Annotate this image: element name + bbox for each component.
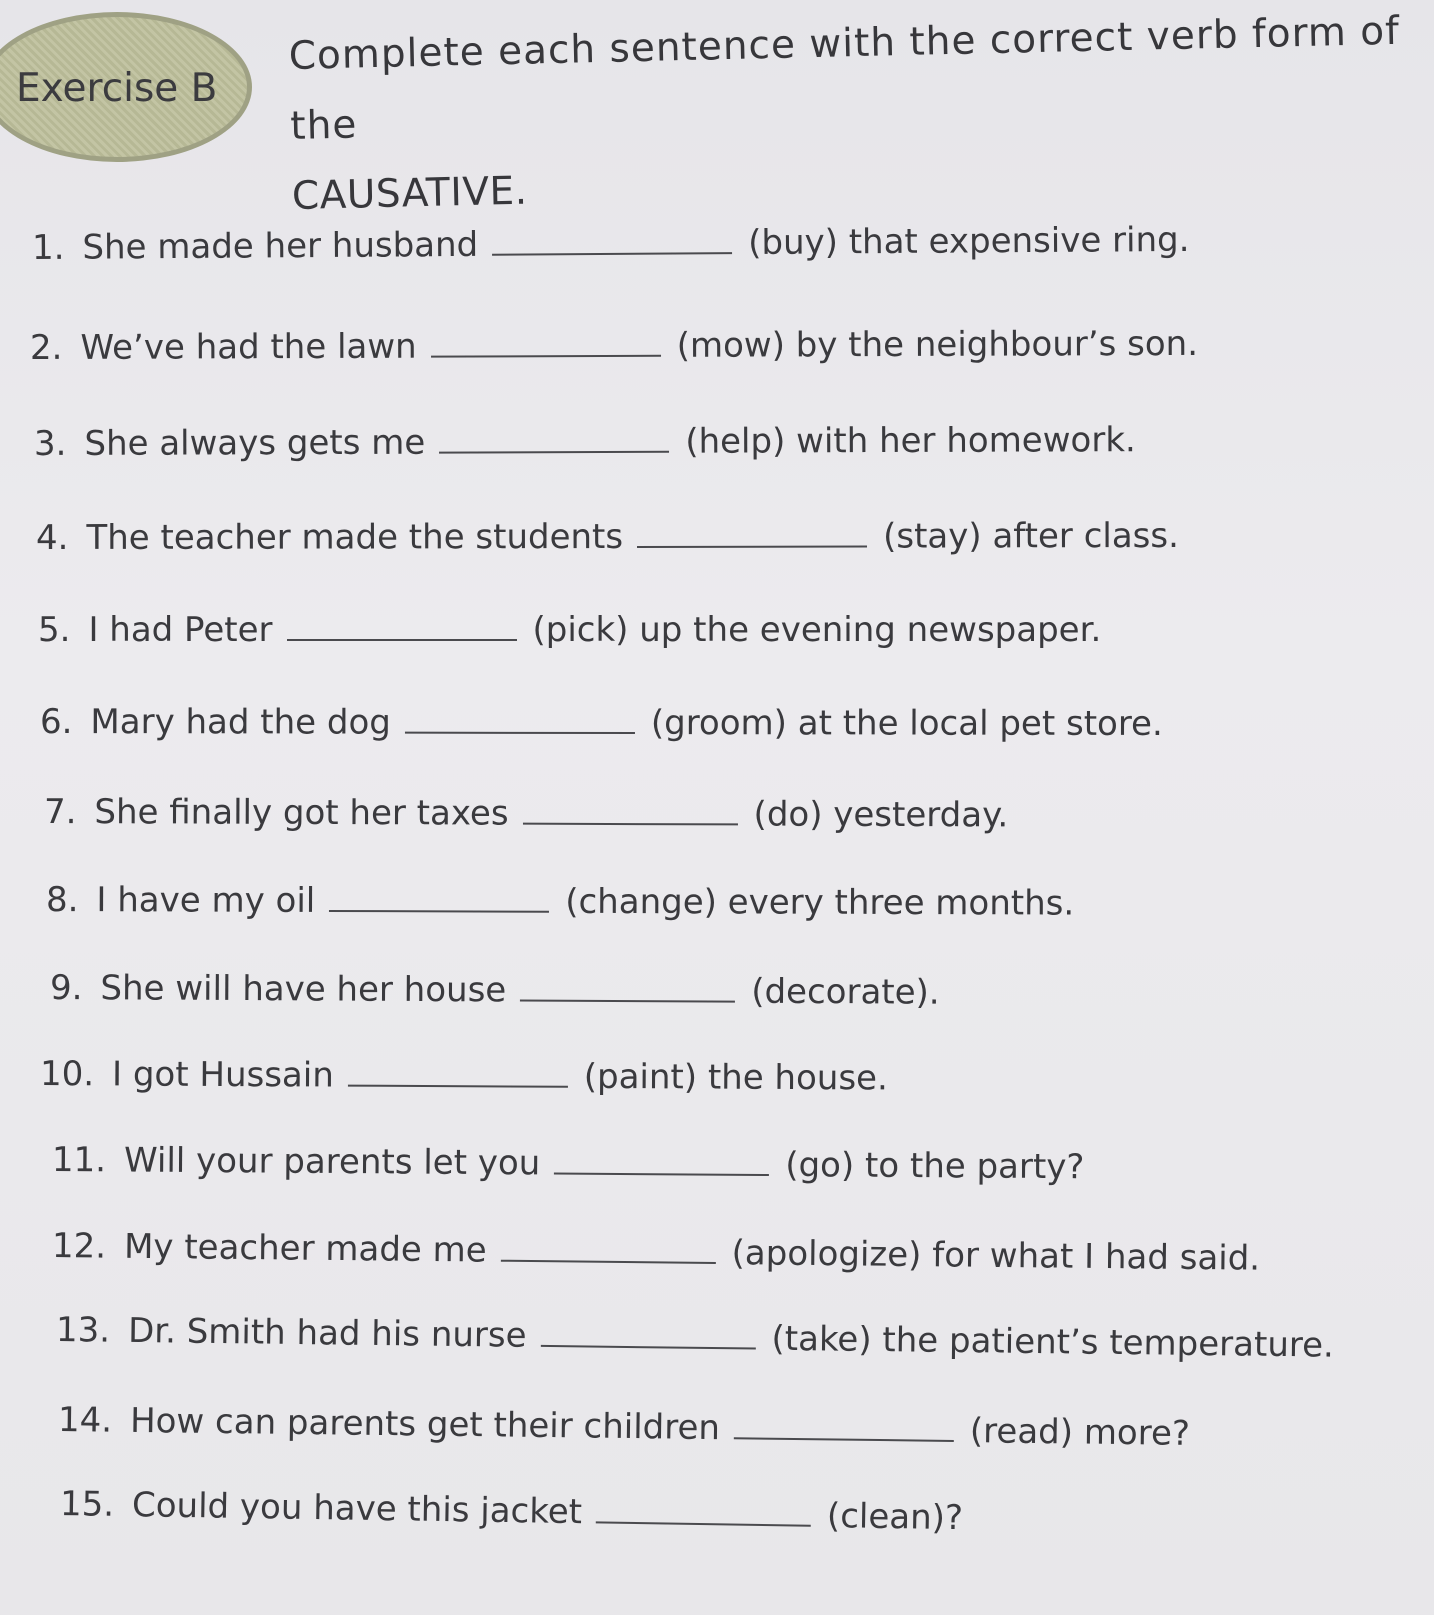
instruction-text: [288, 0, 1422, 232]
instruction-line-2: CAUSATIVE.: [291, 168, 529, 219]
item-text-after: (pick) up the evening newspaper.: [532, 610, 1102, 650]
item-text-before: How can parents get their children: [129, 1400, 721, 1449]
item-text-before: She finally got her taxes: [94, 792, 509, 834]
exercise-item: [40, 1054, 888, 1098]
item-text-before: Could you have this jacket: [131, 1485, 583, 1533]
exercise-item: [34, 420, 1136, 464]
answer-blank[interactable]: [329, 886, 549, 913]
item-text-after: (stay) after class.: [883, 516, 1179, 557]
answer-blank[interactable]: [637, 522, 867, 548]
item-text-after: (paint) the house.: [583, 1056, 888, 1099]
item-text-before: My teacher made me: [123, 1226, 487, 1271]
item-number: 8.: [45, 880, 79, 921]
instruction-line-1: Complete each sentence with the correct verb form of the: [288, 8, 1401, 149]
item-text-after: (decorate).: [751, 971, 940, 1013]
exercise-item: [38, 610, 1101, 650]
item-number: 9.: [49, 968, 83, 1009]
item-text-after: (buy) that expensive ring.: [748, 219, 1190, 263]
item-number: 1.: [31, 227, 65, 268]
item-text-before: I got Hussain: [111, 1054, 334, 1096]
exercise-item: [46, 880, 1074, 924]
item-number: 11.: [51, 1140, 107, 1181]
answer-blank[interactable]: [287, 615, 517, 641]
exercise-item: [30, 324, 1198, 368]
answer-blank[interactable]: [520, 975, 735, 1002]
answer-blank[interactable]: [540, 1321, 755, 1350]
item-number: 5.: [38, 610, 71, 650]
item-text-after: (clean)?: [826, 1496, 964, 1539]
answer-blank[interactable]: [439, 427, 669, 454]
item-text-after: (do) yesterday.: [753, 794, 1009, 836]
exercise-item: [52, 1226, 1261, 1279]
answer-blank[interactable]: [348, 1061, 568, 1088]
item-text-after: (groom) at the local pet store.: [650, 703, 1163, 744]
exercise-item: [36, 516, 1179, 558]
answer-blank[interactable]: [492, 228, 732, 256]
item-text-after: (go) to the party?: [785, 1145, 1085, 1188]
item-number: 2.: [29, 327, 63, 368]
item-number: 6.: [39, 702, 73, 743]
exercise-badge-label: Exercise B: [16, 66, 218, 111]
item-number: 15.: [59, 1484, 115, 1525]
answer-blank[interactable]: [523, 799, 738, 826]
item-text-after: (take) the patient’s temperature.: [771, 1318, 1335, 1366]
item-number: 14.: [57, 1400, 113, 1441]
answer-blank[interactable]: [554, 1149, 769, 1177]
item-text-before: The teacher made the students: [86, 516, 624, 558]
exercise-item: [58, 1400, 1190, 1454]
item-text-before: Mary had the dog: [90, 702, 391, 743]
item-text-after: (mow) by the neighbour’s son.: [676, 323, 1199, 366]
item-number: 13.: [55, 1310, 111, 1351]
answer-blank[interactable]: [405, 708, 635, 734]
answer-blank[interactable]: [596, 1497, 811, 1526]
item-text-before: We’ve had the lawn: [80, 326, 417, 368]
exercise-item: [40, 702, 1163, 744]
item-text-after: (apologize) for what I had said.: [731, 1233, 1261, 1279]
item-number: 12.: [51, 1226, 107, 1267]
answer-blank[interactable]: [734, 1413, 954, 1442]
exercise-item: [56, 1310, 1334, 1366]
item-text-before: Dr. Smith had his nurse: [127, 1310, 527, 1356]
item-number: 4.: [35, 517, 69, 558]
item-text-after: (read) more?: [969, 1411, 1191, 1454]
item-text-before: She made her husband: [82, 224, 479, 268]
exercise-item: [60, 1484, 964, 1538]
item-text-before: I had Peter: [88, 610, 273, 650]
item-number: 7.: [43, 792, 77, 833]
item-text-before: I have my oil: [96, 880, 316, 921]
item-text-before: She will have her house: [100, 968, 507, 1011]
item-text-after: (help) with her homework.: [685, 420, 1136, 462]
exercise-item: [52, 1140, 1085, 1187]
item-text-before: Will your parents let you: [123, 1140, 541, 1184]
exercise-item: [44, 792, 1008, 835]
item-text-after: (change) every three months.: [565, 881, 1075, 924]
exercise-item: [32, 220, 1190, 268]
answer-blank[interactable]: [501, 1236, 716, 1264]
item-number: 10.: [39, 1054, 95, 1095]
item-number: 3.: [33, 423, 67, 464]
item-text-before: She always gets me: [84, 422, 426, 464]
answer-blank[interactable]: [431, 331, 661, 358]
exercise-item: [50, 968, 940, 1013]
